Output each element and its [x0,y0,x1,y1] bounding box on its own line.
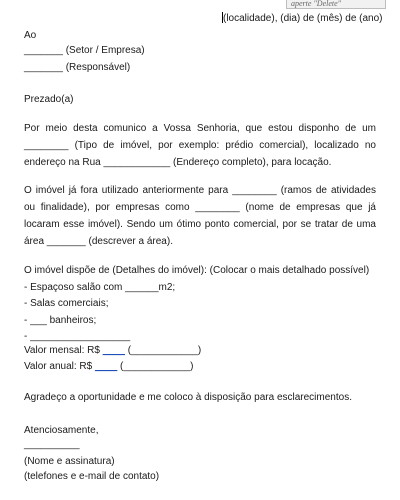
signature-contact: (telefones e e-mail de contato) [24,471,160,482]
details-item: - ___ banheiros; [24,315,97,326]
recipient-setor: _______ (Setor / Empresa) [24,45,145,56]
signature-line: __________ [24,439,80,450]
valor-mensal-label: Valor mensal: R$ ____ [24,345,125,356]
signature-name: (Nome e assinatura) [24,456,115,467]
paragraph-history: O imóvel já fora utilizado anteriormente para ________ (ramos de atividades ou finalidade), por empresas como ________ (nome de empresas que já locaram esse imóvel). Sendo um ótimo ponto comercial, por se tratar de uma área _______ (descrever a área). [24,185,376,247]
valor-anual-label: Valor anual: R$ ____ [24,361,118,372]
valor-anual-line [24,361,193,373]
valor-mensal-suffix: (____________) [125,345,202,356]
closing: Atenciosamente, [24,425,99,436]
date-text: (localidade), (dia) de (mês) de (ano) [223,13,383,24]
paragraph-offer: Por meio desta comunico a Vossa Senhoria, que estou disponho de um ________ (Tipo de imóvel, por exemplo: prédio comercial), localizado no endereço na Rua ____________ (Endereço completo), para locação. [24,123,376,168]
date-line [222,12,383,25]
valor-mensal-line [24,345,201,357]
thanks-line: Agradeço a oportunidade e me coloco à disposição para esclarecimentos. [24,392,352,403]
value-placeholder: ____ [102,345,125,356]
details-intro: O imóvel dispõe de (Detalhes do imóvel): (Colocar o mais detalhado possível) [24,265,370,276]
value-placeholder: ____ [94,361,118,372]
details-item: - Salas comerciais; [24,298,109,309]
details-item: - Espaçoso salão com ______m2; [24,282,176,293]
delete-hint-label: aperte "Delete" [286,0,386,9]
valor-anual-suffix: (____________) [117,361,194,372]
recipient-responsavel: _______ (Responsável) [24,62,131,73]
details-item: - __________________ [24,331,131,342]
greeting: Prezado(a) [24,94,74,105]
recipient-ao: Ao [24,30,37,41]
